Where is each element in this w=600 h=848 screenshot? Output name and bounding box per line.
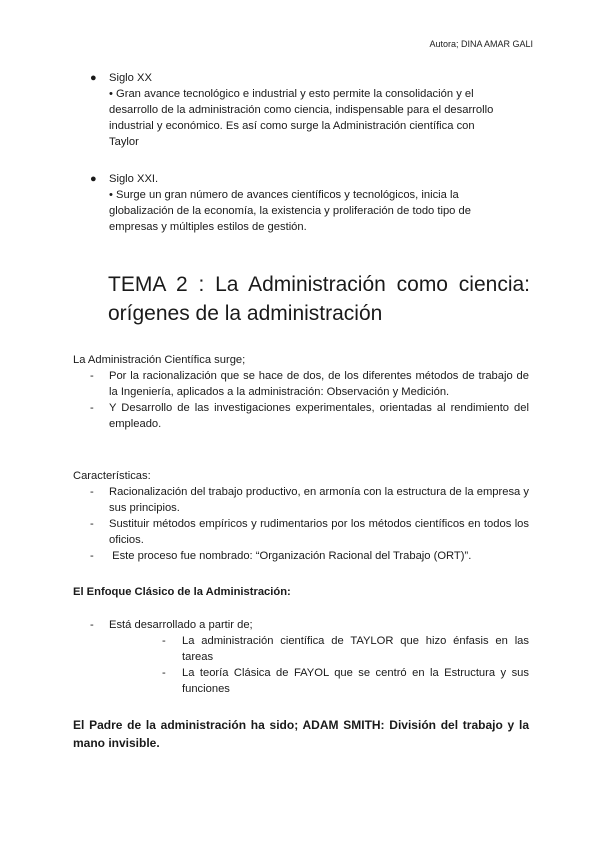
list-item-text: Y Desarrollo de las investigaciones experimentales, orientadas al rendimiento del empleado. bbox=[109, 402, 529, 430]
dash-icon: - bbox=[90, 370, 94, 382]
dash-icon: - bbox=[162, 667, 166, 679]
section-classical-approach bbox=[73, 584, 529, 697]
list-item-text: Sustituir métodos empíricos y rudimentarios por los métodos científicos en todos los oficios. bbox=[109, 518, 529, 546]
bullet-icon: ● bbox=[90, 173, 97, 185]
author-header: Autora; DINA AMAR GALI bbox=[429, 39, 533, 49]
section-intro: Características: bbox=[73, 470, 151, 482]
list-item-text: Racionalización del trabajo productivo, en armonía con la estructura de la empresa y sus principios. bbox=[109, 486, 529, 514]
list-item bbox=[73, 548, 529, 564]
sub-list-item-text: La teoría Clásica de FAYOL que se centró en la Estructura y sus funciones bbox=[182, 667, 529, 695]
dash-icon: - bbox=[90, 518, 94, 530]
section-title: El Enfoque Clásico de la Administración: bbox=[73, 586, 291, 598]
list-item-text: Este proceso fue nombrado: “Organización Racional del Trabajo (ORT)”. bbox=[109, 550, 472, 562]
section-heading: TEMA 2 : La Administración como ciencia: orígenes de la administración bbox=[108, 273, 530, 325]
dash-icon: - bbox=[90, 486, 94, 498]
bullet-title: Siglo XXI. bbox=[109, 173, 159, 185]
list-item-text: Por la racionalización que se hace de dos, de los diferentes métodos de trabajo de la Ingeniería, aplicados a la administración: Observación y Medición. bbox=[109, 370, 529, 398]
dash-icon: - bbox=[90, 402, 94, 414]
bullet-siglo-xxi bbox=[90, 171, 495, 235]
sub-list-item bbox=[73, 633, 529, 665]
closing-statement: El Padre de la administración ha sido; ADAM SMITH: División del trabajo y la mano invisible. bbox=[73, 718, 529, 750]
section-intro: La Administración Científica surge; bbox=[73, 354, 246, 366]
bullet-icon: ● bbox=[90, 72, 97, 84]
list-item bbox=[73, 617, 529, 633]
dash-icon: - bbox=[90, 619, 94, 631]
dash-icon: - bbox=[90, 550, 94, 562]
sub-list-item-text: La administración científica de TAYLOR que hizo énfasis en las tareas bbox=[182, 635, 529, 663]
list-item-text: Está desarrollado a partir de; bbox=[109, 619, 253, 631]
dash-icon: - bbox=[162, 635, 166, 647]
bullet-title: Siglo XX bbox=[109, 72, 152, 84]
bullet-body: • Surge un gran número de avances científicos y tecnológicos, inicia la globalización de la economía, la existencia y proliferación de todo tipo de empresas y múltiples estilos de gestión. bbox=[109, 189, 471, 233]
list-item bbox=[73, 484, 529, 516]
list-item bbox=[73, 400, 529, 432]
list-item bbox=[73, 368, 529, 400]
list-item bbox=[73, 516, 529, 548]
sub-list-item bbox=[73, 665, 529, 697]
bullet-body: • Gran avance tecnológico e industrial y esto permite la consolidación y el desarrollo de la administración como ciencia, indispensable para el desarrollo industrial y económico. Es así como surge la Administración científica con Taylor bbox=[109, 88, 494, 148]
section-characteristics bbox=[73, 468, 529, 564]
section-scientific-origin bbox=[73, 352, 529, 432]
bullet-siglo-xx bbox=[90, 70, 495, 150]
